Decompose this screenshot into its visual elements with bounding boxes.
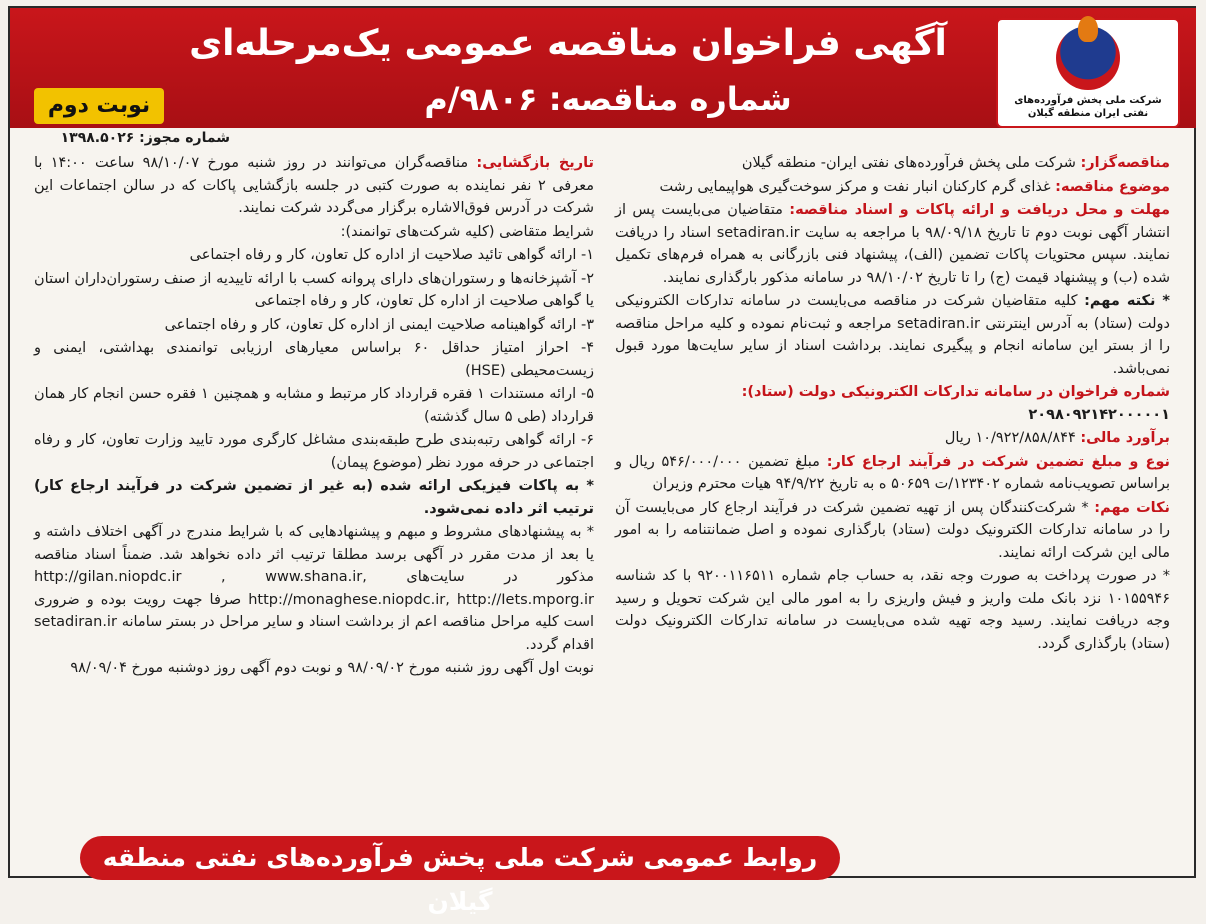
employer-label: مناقصه‌گزار:: [1080, 155, 1170, 171]
important-row: [615, 497, 1170, 565]
payment-row: * در صورت پرداخت به صورت وجه نقد، به حساب جام شماره ۹۲۰۰۱۱۶۵۱۱ با کد شناسه ۱۰۱۵۵۹۴۶ نزد بانک ملت واریز و فیش واریزی را به امور مالی این شرکت تحویل و رسید وجه دریافت نمایند. رسید وجه تهیه شده می‌بایست در سامانه تدارکات الکترونیک دولت (ستاد) بارگذاری گردد.: [615, 568, 1170, 652]
deadline-value: متقاضیان می‌بایست پس از انتشار آگهی نوبت دوم تا تاریخ ۹۸/۰۹/۱۸ با مراجعه به سایت setadiran.ir اسناد را دریافت نمایند. سپس محتویات پاکات تضمین (الف)، پیشنهاد فنی بازرگانی به همراه فرم‌های تکمیل شده (ب) و پیشنهاد قیمت (ج) را تا تاریخ ۹۸/۱۰/۰۲ در سامانه مذکور بارگذاری نمایند.: [615, 202, 1170, 286]
setad-value: ۲۰۹۸۰۹۲۱۴۲۰۰۰۰۰۱: [1028, 406, 1170, 423]
subject-label: موضوع مناقصه:: [1055, 178, 1170, 195]
right-column: [615, 152, 1170, 656]
subject-value: غذای گرم کارکنان انبار نفت و مرکز سوخت‌گیری هواپیمایی رشت: [659, 178, 1051, 195]
opening-label: تاریخ بازگشایی:: [476, 155, 594, 171]
guarantee-row: [615, 451, 1170, 496]
permit-number: شماره مجوز: ۱۳۹۸.۵۰۲۶: [60, 130, 230, 146]
condition-item: ۶- ارائه گواهی رتبه‌بندی طرح طبقه‌بندی مشاغل کارگری مورد تایید وزارت تعاون، کار و رفاه اجتماعی در حرفه مورد نظر (موضوع پیمان): [34, 432, 594, 471]
estimate-label: برآورد مالی:: [1080, 430, 1170, 446]
physical-envelope-note: * به پاکات فیزیکی ارائه شده (به غیر از تضمین شرکت در فرآیند ارجاع کار) ترتیب اثر داده نمی‌شود.: [34, 478, 594, 517]
niopdc-logo-icon: [1056, 26, 1120, 90]
important-label: نکات مهم:: [1094, 499, 1170, 516]
tender-number: شماره مناقصه: ۹۸۰۶/م: [424, 80, 792, 118]
page-title: آگهی فراخوان مناقصه عمومی یک‌مرحله‌ای: [189, 23, 947, 64]
conditions-intro: شرایط متقاضی (کلیه شرکت‌های توانمند):: [340, 223, 594, 240]
estimate-value: ۱۰/۹۲۲/۸۵۸/۸۴۴ ریال: [944, 430, 1076, 446]
condition-item: ۳- ارائه گواهینامه صلاحیت ایمنی از اداره کل تعاون، کار و رفاه اجتماعی: [164, 316, 594, 333]
important-value: * شرکت‌کنندگان پس از تهیه تضمین شرکت در فرآیند ارجاع کار می‌بایست آن را در سامانه تدارکات الکترونیک دولت (ستاد) بارگذاری نموده و اصل ضمانتنامه را به امور مالی این شرکت ارائه نمایند.: [615, 499, 1170, 561]
deadline-row: [615, 199, 1170, 289]
condition-item: ۵- ارائه مستندات ۱ فقره قرارداد کار مرتبط و مشابه و همچنین ۱ فقره حسن انجام کار همان قرارداد (طی ۵ سال گذشته): [34, 386, 594, 425]
guarantee-label: نوع و مبلغ تضمین شرکت در فرآیند ارجاع کار:: [826, 453, 1170, 470]
round-badge: نوبت دوم: [34, 88, 164, 124]
deadline-label: مهلت و محل دریافت و ارائه پاکات و اسناد مناقصه:: [789, 202, 1171, 218]
publication-note: نوبت اول آگهی روز شنبه مورخ ۹۸/۰۹/۰۲ و نوبت دوم آگهی روز دوشنبه مورخ ۹۸/۰۹/۰۴: [70, 660, 594, 676]
note-label: * نکته مهم:: [1084, 293, 1170, 309]
company-logo: [996, 18, 1180, 128]
opening-value: مناقصه‌گران می‌توانند در روز شنبه مورخ ۹۸/۱۰/۰۷ ساعت ۱۴:۰۰ با معرفی ۲ نفر نماینده به صورت کتبی در جلسه بازگشایی پاکات که در سالن اجتماعات این شرکت در آدرس فوق‌الاشاره برگزار می‌گردد شرکت نمایند.: [34, 155, 594, 216]
condition-item: ۴- احراز امتیاز حداقل ۶۰ براساس معیارهای ارزیابی توانمندی بهداشتی، ایمنی و زیست‌محیطی (HSE): [34, 340, 594, 379]
guarantee-value: مبلغ تضمین ۵۴۶/۰۰۰/۰۰۰ ریال و براساس تصویب‌نامه شماره ۱۲۳۴۰۲/ت ۵۰۶۵۹ ه به تاریخ ۹۴/۹/۲۲ هیات محترم وزیران: [615, 453, 1170, 492]
employer-value: شرکت ملی پخش فرآورده‌های نفتی ایران- منطقه گیلان: [741, 155, 1076, 171]
opening-row: [34, 152, 594, 220]
footer-banner: روابط عمومی شرکت ملی پخش فرآورده‌های نفتی منطقه گیلان: [80, 836, 840, 880]
estimate-row: [615, 427, 1170, 450]
setad-label: شماره فراخوان در سامانه تدارکات الکترونیکی دولت (ستاد):: [741, 384, 1170, 400]
subject-row: [615, 176, 1170, 199]
note-value: کلیه متقاضیان شرکت در مناقصه می‌بایست در سامانه تدارکات الکترونیکی دولت (ستاد) به آدرس اینترنتی setadiran.ir مراجعه و ثبت‌نام نموده و کلیه مراحل مناقصه را از بستر این سامانه انجام و پیگیری نمایند. برداشت اسناد از سایر سایت‌ها مورد قبول نمی‌باشد.: [615, 293, 1170, 377]
note-row: [615, 290, 1170, 380]
header-banner: [10, 8, 1196, 128]
left-column: [34, 152, 594, 681]
condition-item: ۲- آشپزخانه‌ها و رستوران‌های دارای پروانه کسب با ارائه تاییدیه از صنف رستوران‌داران استان یا گواهی صلاحیت از اداره کل تعاون، کار و رفاه اجتماعی: [34, 270, 594, 309]
logo-caption: شرکت ملی پخش فرآورده‌های نفتی ایران منطقه گیلان: [1014, 95, 1162, 119]
employer-row: [615, 152, 1170, 175]
setad-row: [615, 381, 1170, 426]
condition-item: ۱- ارائه گواهی تائید صلاحیت از اداره کل تعاون، کار و رفاه اجتماعی: [189, 247, 594, 263]
conditional-offers-note: * به پیشنهادهای مشروط و مبهم و پیشنهادهایی که با شرایط مندرج در آگهی اختلاف داشته و یا بعد از مدت مقرر در آگهی برسد مطلقا ترتیب اثر داده نخواهد شد. ضمناً اسناد مناقصه مذکور در سایت‌های http://gilan.niopdc.ir , www.shana.ir, http://monaghese.niopdc.ir, http://Iets.mporg.ir صرفا جهت رویت بوده و ضروری است کلیه مراحل مناقصه اعم از برداشت اسناد و سایر مراحل در بستر سامانه setadiran.ir اقدام گردد.: [34, 524, 595, 653]
